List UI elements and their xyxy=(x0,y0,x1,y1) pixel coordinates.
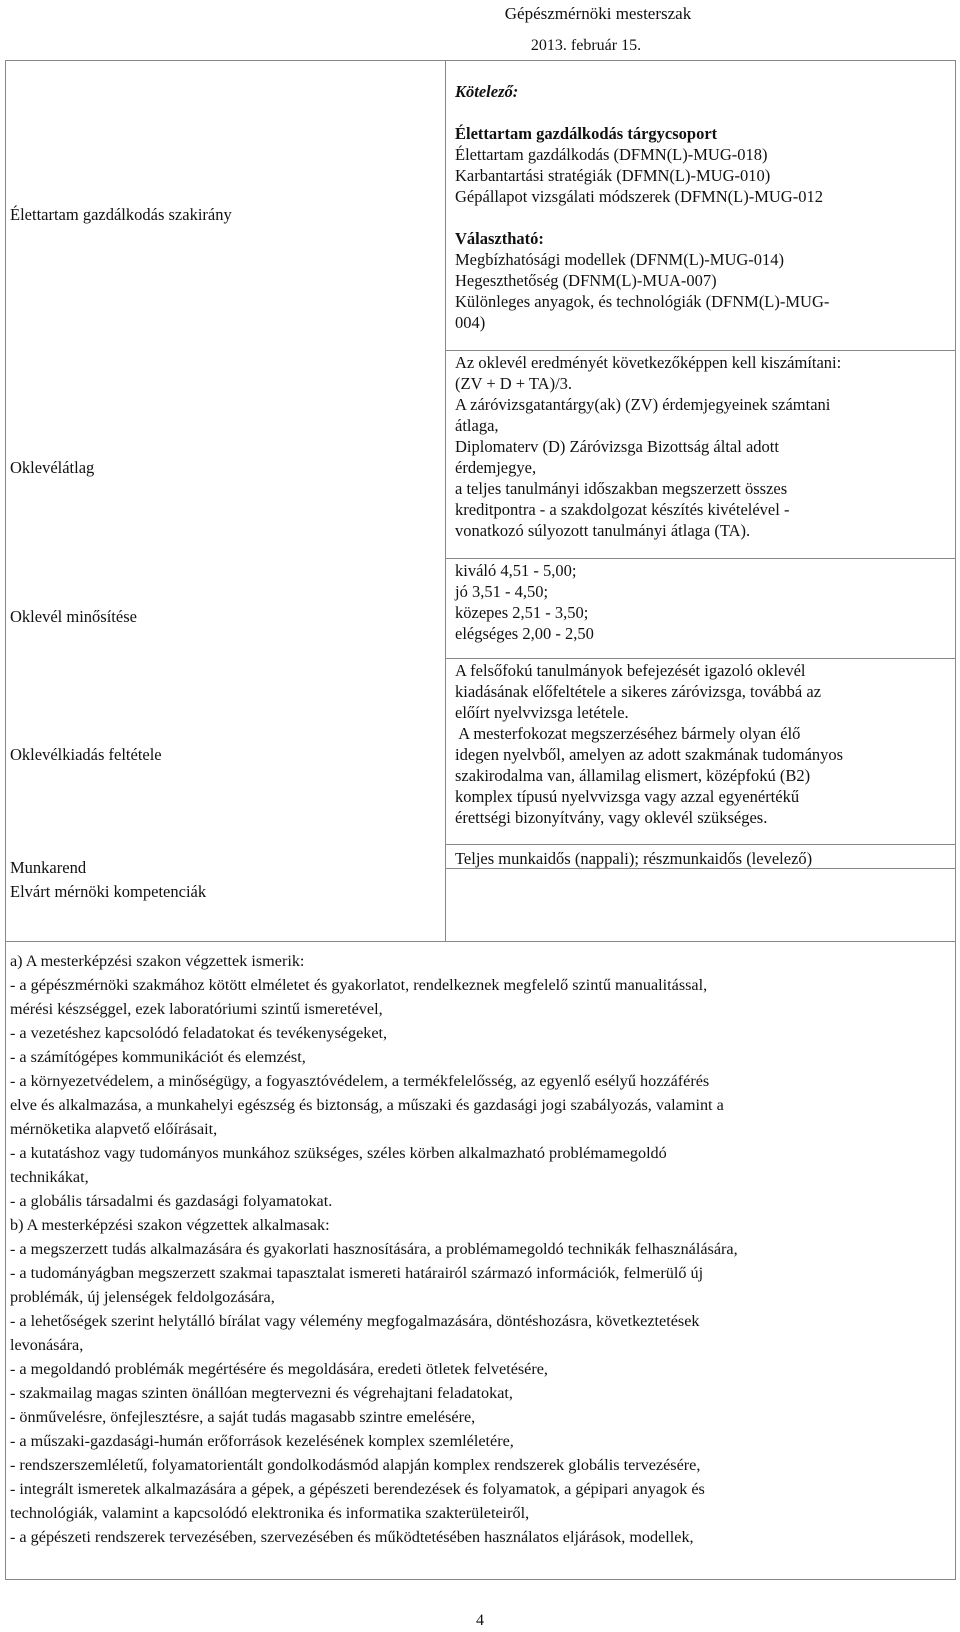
curriculum-table xyxy=(5,60,956,1580)
grade-line: elégséges 2,00 - 2,50 xyxy=(455,624,594,643)
competency-line: mérnöketika alapvető előírásait, xyxy=(10,1120,218,1138)
condition-line: szakirodalma van, államilag elismert, középfokú (B2) xyxy=(455,766,811,785)
required-course: Gépállapot vizsgálati módszerek (DFMN(L)-MUG-012 xyxy=(455,187,823,206)
competency-line: - integrált ismeretek alkalmazására a gépek, a gépészeti berendezések és folyamatok, a gépipari anyagok és xyxy=(10,1480,705,1498)
competency-line: - rendszerszemléletű, folyamatorientált gondolkodásmód alapján komplex rendszerek globális tervezésére, xyxy=(10,1456,701,1474)
course-block xyxy=(455,81,945,333)
competency-line: technológiák, valamint a kapcsolódó elektronika és informatika szakterületeiről, xyxy=(10,1504,530,1522)
average-line: átlaga, xyxy=(455,416,499,435)
specialization-label: Élettartam gazdálkodás szakirány xyxy=(10,205,232,224)
condition-line: érettségi bizonyítvány, vagy oklevél szükséges. xyxy=(455,808,768,827)
required-label: Kötelező: xyxy=(455,82,519,101)
qualification-label: Oklevél minősítése xyxy=(10,607,137,626)
work-schedule-value: Teljes munkaidős (nappali); részmunkaidős (levelező) xyxy=(455,849,813,868)
grade-line: kiváló 4,51 - 5,00; xyxy=(455,561,577,580)
competency-line: - a műszaki-gazdasági-humán erőforrások kezelésének komplex szemléletére, xyxy=(10,1432,514,1450)
row-divider xyxy=(445,844,955,845)
competencies-label: Elvárt mérnöki kompetenciák xyxy=(10,882,207,901)
average-line: kreditpontra - a szakdolgozat készítés kivételével - xyxy=(455,500,790,519)
elective-course: Megbízhatósági modellek (DFNM(L)-MUG-014) xyxy=(455,250,785,269)
document-date: 2013. február 15. xyxy=(530,37,642,54)
condition-line: komplex típusú nyelvvizsga vagy azzal egyenértékű xyxy=(455,787,800,806)
competency-line: - a megszerzett tudás alkalmazására és gyakorlati hasznosítására, a problémamegoldó technikák felhasználására, xyxy=(10,1240,738,1258)
competency-line: - a gépészmérnöki szakmához kötött elméletet és gyakorlatot, rendelkeznek megfelelő szintű manualitással, xyxy=(10,976,708,994)
work-schedule-label: Munkarend xyxy=(10,858,87,877)
average-label: Oklevélátlag xyxy=(10,458,95,477)
competency-line: a) A mesterképzési szakon végzettek ismerik: xyxy=(10,952,305,970)
average-line: a teljes tanulmányi időszakban megszerzett összes xyxy=(455,479,788,498)
condition-line: kiadásának előfeltétele a sikeres záróvizsga, továbbá az xyxy=(455,682,822,701)
competency-line: - a számítógépes kommunikációt és elemzést, xyxy=(10,1048,306,1066)
competency-line: - a globális társadalmi és gazdasági folyamatokat. xyxy=(10,1192,333,1210)
condition-line: idegen nyelvből, amelyen az adott szakmának tudományos xyxy=(455,745,844,764)
diploma-condition-text xyxy=(455,660,945,828)
column-divider xyxy=(445,61,446,941)
competency-line: problémák, új jelenségek feldolgozására, xyxy=(10,1288,275,1306)
elective-course: Hegeszthetőség (DFNM(L)-MUA-007) xyxy=(455,271,717,290)
condition-line: A mesterfokozat megszerzéséhez bármely olyan élő xyxy=(455,724,801,743)
competency-list xyxy=(10,949,954,1549)
average-line: Az oklevél eredményét következőképpen kell kiszámítani: xyxy=(455,353,842,372)
required-course: Élettartam gazdálkodás (DFMN(L)-MUG-018) xyxy=(455,145,768,164)
elective-course: Különleges anyagok, és technológiák (DFNM(L)-MUG- xyxy=(455,292,830,311)
competency-line: technikákat, xyxy=(10,1168,89,1186)
competency-line: - önművelésre, önfejlesztésre, a saját tudás magasabb szintre emelésére, xyxy=(10,1408,476,1426)
diploma-condition-label: Oklevélkiadás feltétele xyxy=(10,745,162,764)
page-number: 4 xyxy=(476,1612,484,1629)
condition-line: A felsőfokú tanulmányok befejezését igazoló oklevél xyxy=(455,661,806,680)
elective-label: Választható: xyxy=(455,229,544,248)
competency-line: - a megoldandó problémák megértésére és megoldására, eredeti ötletek felvetésére, xyxy=(10,1360,548,1378)
work-schedule-text xyxy=(455,848,945,869)
group-title: Élettartam gazdálkodás tárgycsoport xyxy=(455,124,718,143)
average-line: A záróvizsgatantárgy(ak) (ZV) érdemjegyeinek számtani xyxy=(455,395,831,414)
competency-line: - a kutatáshoz vagy tudományos munkához szükséges, széles körben alkalmazható problémamegoldó xyxy=(10,1144,667,1162)
average-line: vonatkozó súlyozott tanulmányi átlaga (TA). xyxy=(455,521,751,540)
row-divider xyxy=(445,658,955,659)
competency-line: - a lehetőségek szerint helytálló bírálat vagy vélemény megfogalmazására, döntéshozásra, következtetések xyxy=(10,1312,700,1330)
row-divider xyxy=(445,558,955,559)
average-line: (ZV + D + TA)/3. xyxy=(455,374,573,393)
average-text xyxy=(455,352,945,541)
grade-line: jó 3,51 - 4,50; xyxy=(455,582,549,601)
elective-course: 004) xyxy=(455,313,486,332)
competency-line: elve és alkalmazása, a munkahelyi egészség és biztonság, a műszaki és gazdasági jogi szabályozás, valamint a xyxy=(10,1096,724,1114)
table-divider xyxy=(6,941,955,942)
competency-line: levonására, xyxy=(10,1336,84,1354)
competency-line: mérési készséggel, ezek laboratóriumi szintű ismeretével, xyxy=(10,1000,383,1018)
document-title: Gépészmérnöki mesterszak xyxy=(504,4,692,23)
row-divider xyxy=(445,350,955,351)
required-course: Karbantartási stratégiák (DFMN(L)-MUG-010) xyxy=(455,166,771,185)
condition-line: előírt nyelvvizsga letétele. xyxy=(455,703,629,722)
competency-line: - a gépészeti rendszerek tervezésében, szervezésében és működtetésében használatos eljárások, modellek, xyxy=(10,1528,694,1546)
average-line: Diplomaterv (D) Záróvizsga Bizottság által adott xyxy=(455,437,779,456)
competency-line: - a vezetéshez kapcsolódó feladatokat és tevékenységeket, xyxy=(10,1024,388,1042)
average-line: érdemjegye, xyxy=(455,458,537,477)
competency-line: b) A mesterképzési szakon végzettek alkalmasak: xyxy=(10,1216,330,1234)
grade-line: közepes 2,51 - 3,50; xyxy=(455,603,589,622)
qualification-text xyxy=(455,560,945,644)
competency-line: - a tudományágban megszerzett szakmai tapasztalat ismereti határairól származó információk, felmerülő új xyxy=(10,1264,704,1282)
competency-line: - a környezetvédelem, a minőségügy, a fogyasztóvédelem, a termékfelelősség, az egyenlő esélyű hozzáférés xyxy=(10,1072,710,1090)
competency-line: - szakmailag magas szinten önállóan megtervezni és végrehajtani feladatokat, xyxy=(10,1384,513,1402)
